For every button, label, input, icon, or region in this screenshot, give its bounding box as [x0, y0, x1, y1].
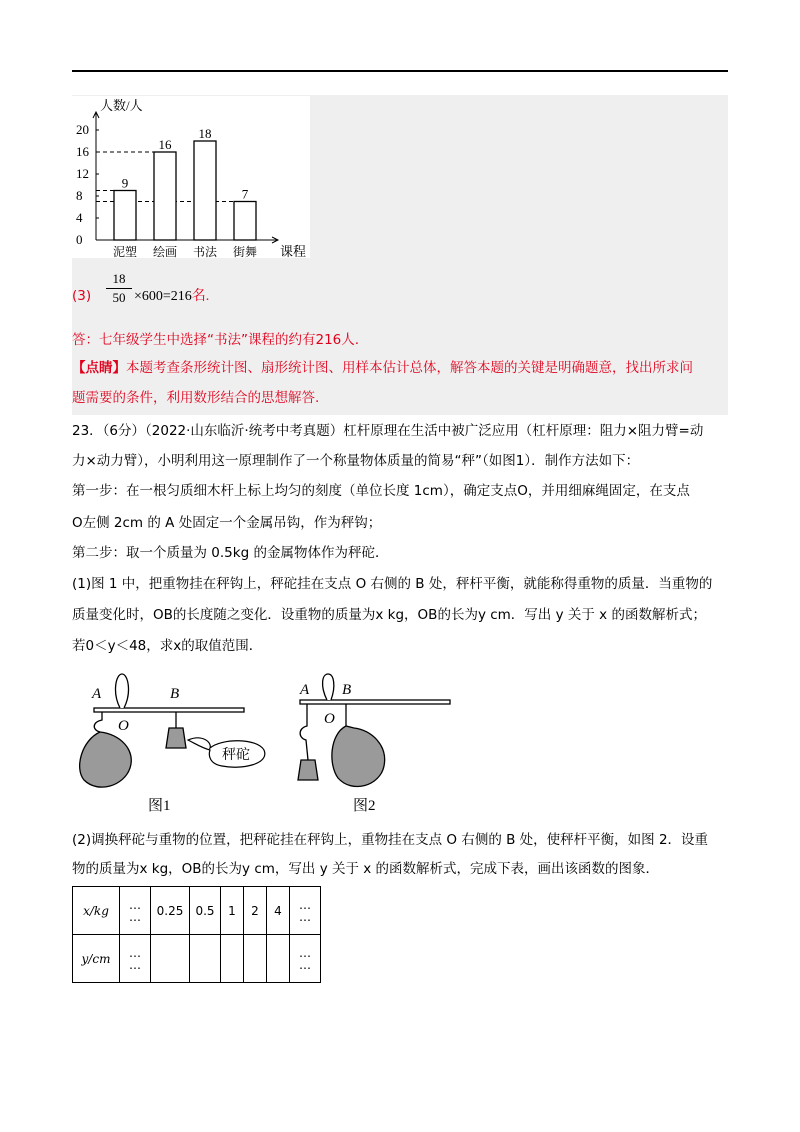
bar-value-label: 18: [198, 126, 212, 141]
figure2-label-b: B: [342, 682, 352, 698]
y-axis-label: 人数/人: [100, 98, 143, 113]
figure1-caption: 图1: [148, 798, 171, 814]
table-cell-ellipsis: … …: [290, 887, 321, 935]
x-tick-label: 街舞: [232, 245, 258, 258]
y-tick-label: 4: [76, 210, 83, 225]
lever-figures: [72, 668, 492, 818]
table-cell-x: 4: [267, 887, 290, 935]
figure1-weight: [166, 728, 186, 748]
comment-line-1: 【点睛】本题考查条形统计图、扇形统计图、用样本估计总体，解答本题的关键是明确题意，找出所求问: [72, 360, 693, 376]
bar: [154, 152, 176, 240]
bar: [234, 202, 256, 241]
x-tick-label: 泥塑: [112, 245, 138, 258]
table-cell-empty: [244, 935, 267, 983]
comment-line-2: 题需要的条件，利用数形结合的思想解答.: [72, 390, 320, 406]
q23-part2-b: 物的质量为x kg，OB的长为y cm，写出 y 关于 x 的函数解析式，完成下表，画出该函数的图象．: [72, 861, 660, 877]
fraction-numerator: 18: [106, 270, 132, 289]
bar-value-label: 9: [121, 175, 129, 191]
table-head-x: x/kg: [73, 887, 120, 935]
bar-chart-panel: [72, 96, 310, 258]
table-cell-ellipsis: … …: [120, 887, 151, 935]
figure-1: [80, 674, 265, 787]
x-tick-label: 书法: [192, 245, 218, 258]
table-cell-x: 0.5: [190, 887, 221, 935]
y-tick-label: 0: [76, 232, 83, 247]
figure1-lever-bar: [94, 708, 244, 712]
bar-value-label: 16: [158, 137, 172, 152]
table-cell-empty: [267, 935, 290, 983]
bar-value-label: 7: [241, 186, 249, 202]
figure1-hook: [94, 712, 102, 732]
figure2-hook: [300, 704, 308, 760]
bar: [114, 191, 136, 241]
y-tick-label: 16: [76, 144, 89, 159]
x-axis-label: 课程: [280, 244, 307, 258]
table-cell-empty: [190, 935, 221, 983]
figure1-fulcrum-loop: [116, 674, 129, 708]
q23-step1-a: 第一步：在一根匀质细木杆上标上均匀的刻度（单位长度 1cm），确定支点O，并用细麻绳固定，在支点: [72, 483, 690, 499]
q23-part1-b: 质量变化时，OB的长度随之变化．设重物的质量为x kg，OB的长为y cm．写出 y 关于 x 的函数解析式；: [72, 607, 706, 623]
q23-line-1: 23．（6分）（2022·山东临沂·统考中考真题）杠杆原理在生活中被广泛应用（杠杆原理：阻力×阻力臂=动: [72, 423, 704, 439]
fraction-denominator: 50: [112, 290, 126, 305]
figure2-weight: [298, 760, 318, 780]
q23-step2: 第二步：取一个质量为 0.5kg 的金属物体作为秤砣．: [72, 545, 389, 561]
comment-tag: 【点睛】: [72, 360, 126, 376]
table-cell-ellipsis: … …: [290, 935, 321, 983]
table-row-x: [73, 887, 321, 935]
y-tick-label: 8: [76, 188, 83, 203]
figure2-fulcrum-loop: [323, 674, 334, 700]
table-cell-ellipsis: … …: [120, 935, 151, 983]
y-tick-label: 12: [76, 166, 89, 181]
figure2-lever-bar: [300, 700, 450, 704]
figure1-heavy-object: [80, 732, 132, 787]
figure-2: [298, 674, 450, 787]
figure2-caption: 图2: [353, 798, 376, 814]
figure2-label-o: O: [324, 711, 335, 727]
answer3-expression: ×600=216名.: [134, 289, 210, 304]
bar-chart: [72, 96, 310, 258]
table-row-y: [73, 935, 321, 983]
table-head-y: y/cm: [73, 935, 120, 983]
q23-line-2: 力×动力臂），小明利用这一原理制作了一个称量物体质量的简易“秤”（如图1）．制作方法如下：: [72, 453, 640, 469]
table-cell-x: 0.25: [151, 887, 190, 935]
answer3-label: (3): [72, 288, 92, 304]
bar: [194, 141, 216, 240]
figure1-label-b: B: [170, 686, 180, 702]
table-cell-empty: [151, 935, 190, 983]
q23-part1-c: 若0＜y＜48，求x的取值范围．: [72, 638, 263, 654]
x-tick-label: 绘画: [152, 245, 178, 258]
q23-step1-b: O左侧 2cm 的 A 处固定一个金属吊钩，作为秤钩；: [72, 515, 382, 531]
figure1-label-a: A: [92, 686, 102, 702]
answer3-fraction: [106, 270, 132, 307]
table-cell-x: 1: [221, 887, 244, 935]
figure2-label-a: A: [300, 682, 310, 698]
top-rule: [72, 70, 728, 72]
answer-statement: 答：七年级学生中选择“书法”课程的约有216人.: [72, 332, 360, 348]
y-tick-label: 20: [76, 122, 89, 137]
figure1-weight-label: 秤砣: [222, 747, 250, 763]
figure1-label-o: O: [118, 718, 129, 734]
table-cell-empty: [221, 935, 244, 983]
q23-part2-a: (2)调换秤砣与重物的位置，把秤砣挂在秤钩上，重物挂在支点 O 右侧的 B 处，使秤杆平衡，如图 2．设重: [72, 832, 709, 848]
value-table: [72, 886, 321, 983]
figure2-heavy-object: [332, 726, 385, 787]
q23-part1-a: (1)图 1 中，把重物挂在秤钩上，秤砣挂在支点 O 右侧的 B 处，秤杆平衡，就能称得重物的质量．当重物的: [72, 576, 713, 592]
table-cell-x: 2: [244, 887, 267, 935]
